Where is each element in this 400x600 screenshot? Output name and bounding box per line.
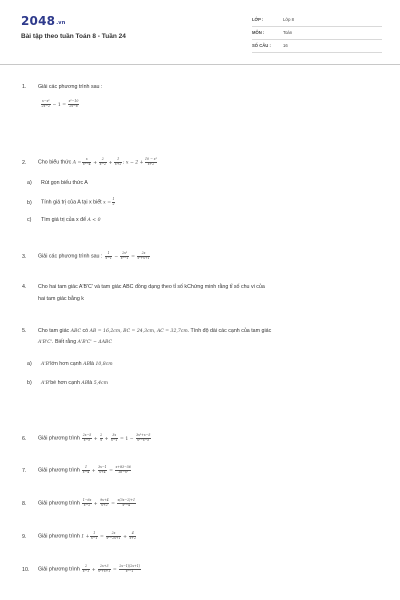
- question-4-continued: hai tam giác bằng k: [38, 296, 84, 302]
- question-text: Giải phương trình: [38, 500, 80, 507]
- sub-text: là: [88, 380, 93, 386]
- denominator: x: [100, 437, 103, 442]
- question-number: 4.: [22, 284, 27, 290]
- operator: +: [93, 436, 98, 442]
- question-number: 3.: [22, 253, 27, 260]
- fraction: [98, 466, 108, 474]
- math-expression: A =: [72, 160, 82, 166]
- sub-text: Tính giá trị của A tại x biết: [41, 199, 102, 206]
- question-text: Giải phương trình: [38, 435, 80, 442]
- sub-label: c): [27, 217, 32, 223]
- denominator: 16−x²: [118, 469, 129, 474]
- fraction: [98, 565, 111, 573]
- question-2a: [27, 180, 88, 186]
- worksheet-meta: [252, 17, 382, 56]
- fraction: [41, 100, 51, 108]
- meta-label: SỐ CÂU :: [252, 43, 271, 48]
- denominator: x+2: [129, 535, 136, 540]
- question-6: [22, 434, 152, 442]
- math-expression: A'B': [41, 381, 51, 386]
- numerator: x+83−56: [115, 465, 131, 469]
- fraction: [90, 532, 98, 540]
- denominator: x²+x+1: [137, 255, 150, 260]
- question-8: [22, 499, 137, 507]
- numerator: 1: [105, 252, 113, 257]
- numerator: 2: [100, 433, 103, 437]
- fraction: [117, 499, 136, 507]
- numerator: x: [82, 158, 91, 163]
- question-number: 6.: [22, 435, 27, 442]
- denominator: x−1: [111, 437, 118, 442]
- denominator: x−2: [99, 161, 107, 166]
- question-text: Giải phương trình: [38, 533, 80, 540]
- operator: =: [99, 534, 104, 540]
- sub-text: là: [89, 361, 94, 367]
- header-divider: [0, 64, 400, 65]
- denominator: x−5: [83, 437, 91, 442]
- question-number: 1.: [22, 84, 27, 90]
- denominator: x³−1: [125, 568, 134, 573]
- numerator: 2x: [106, 532, 121, 537]
- math-expression: 1 +: [81, 534, 90, 540]
- question-text: Giải phương trình: [38, 566, 80, 573]
- denominator: x²+x+1: [98, 568, 111, 573]
- operator: =: [109, 468, 113, 474]
- question-number: 8.: [22, 500, 27, 507]
- numerator: 1: [114, 158, 122, 163]
- operator: −: [114, 254, 119, 260]
- operator: +: [91, 468, 96, 474]
- sub-text: lớn hơn cạnh: [50, 361, 82, 367]
- math-expression: A'B': [41, 362, 51, 367]
- question-5-continued: [38, 339, 112, 345]
- denominator: 2x−2: [41, 103, 51, 108]
- meta-label: LỚP :: [252, 17, 264, 22]
- question-2c: [27, 217, 101, 223]
- question-text: có: [82, 328, 89, 334]
- denominator: x²−4: [82, 161, 91, 166]
- meta-value: 16: [283, 43, 288, 48]
- sub-text: bé hơn cạnh: [50, 380, 80, 386]
- question-text: Cho hai tam giác A'B'C' và tam giác ABC đồng dạng theo tỉ số kChứng minh rằng tỉ số chu vi của: [38, 284, 265, 290]
- question-10: [22, 565, 142, 573]
- fraction: [100, 499, 110, 507]
- question-number: 7.: [22, 467, 27, 474]
- numerator: 4: [129, 532, 137, 537]
- numerator: 10 − x²: [145, 157, 157, 161]
- logo-tld: .vn: [56, 20, 66, 26]
- fraction: [137, 252, 150, 260]
- fraction: [115, 466, 131, 474]
- question-2b: [27, 198, 116, 206]
- operator: +: [93, 501, 98, 507]
- numerator: x(3x−2)+1: [117, 498, 136, 502]
- meta-row-question-count: [252, 43, 382, 53]
- math-expression: ABC: [70, 329, 81, 334]
- operator: =: [111, 501, 116, 507]
- math-expression: A'B'C' ∼ ΔABC: [77, 340, 113, 345]
- meta-value: Toán: [283, 30, 293, 35]
- meta-row-subject: [252, 30, 382, 40]
- numerator: 2: [82, 565, 90, 570]
- denominator: x+2: [101, 502, 108, 507]
- fraction: [82, 466, 90, 474]
- operator: = 1 −: [120, 436, 134, 442]
- fraction: [82, 158, 91, 166]
- fraction: [120, 252, 129, 260]
- numerator: 9x+4: [100, 498, 109, 502]
- math-expression: 5,4cm: [93, 381, 108, 386]
- numerator: 2x²: [122, 251, 128, 255]
- fraction: [111, 434, 119, 442]
- denominator: x³−1: [120, 255, 129, 260]
- fraction: [68, 100, 79, 108]
- question-text: Giải các phương trình sau :: [38, 84, 103, 90]
- question-1-equation: [40, 100, 80, 108]
- math-expression: A'B'C': [38, 340, 52, 345]
- denominator: x−1: [90, 535, 98, 540]
- operator: − 1 =: [52, 102, 67, 108]
- denominator: x−2: [83, 502, 91, 507]
- question-number: 9.: [22, 533, 27, 540]
- denominator: x−1: [82, 568, 90, 573]
- question-number: 10.: [22, 566, 30, 573]
- numerator: 1: [82, 466, 90, 471]
- question-1: [22, 84, 102, 90]
- question-5a: [27, 361, 113, 367]
- denominator: x+4: [99, 469, 106, 474]
- sub-label: a): [27, 361, 32, 367]
- denominator: x+2: [147, 161, 155, 166]
- fraction: [106, 532, 121, 540]
- numerator: 3x−1: [98, 465, 107, 469]
- question-number: 5.: [22, 328, 27, 334]
- fraction: [82, 499, 92, 507]
- denominator: 2x−6: [69, 103, 78, 108]
- operator: +: [91, 567, 96, 573]
- question-3: [22, 252, 151, 260]
- math-expression: AB: [83, 362, 90, 367]
- logo-text: 2048: [21, 14, 56, 28]
- fraction: [82, 565, 90, 573]
- meta-label: MÔN :: [252, 30, 265, 35]
- sub-text: Tìm giá trị của x để: [41, 217, 87, 223]
- operator: +: [123, 534, 127, 540]
- fraction: [129, 532, 137, 540]
- math-expression: 10,8cm: [95, 362, 113, 367]
- denominator: x−1: [105, 255, 112, 260]
- document-title: Bài tập theo tuần Toán 8 - Tuần 24: [21, 33, 126, 40]
- question-text: Giải phương trình: [38, 467, 80, 474]
- question-2: [22, 158, 158, 166]
- math-expression: : x − 2 +: [122, 160, 144, 166]
- fraction: [112, 198, 115, 206]
- numerator: 1: [112, 197, 115, 201]
- denominator: x²−4: [122, 502, 131, 507]
- meta-row-class: [252, 17, 382, 27]
- numerator: x−x²: [41, 99, 50, 103]
- question-5: [22, 328, 271, 334]
- operator: =: [131, 254, 135, 260]
- math-expression: A < 0: [87, 218, 101, 223]
- denominator: x²−2x+1: [106, 535, 121, 540]
- sub-label: a): [27, 180, 32, 186]
- numerator: x²−10: [68, 99, 79, 103]
- fraction: [136, 434, 151, 442]
- math-expression: x =: [103, 200, 112, 206]
- question-7: [22, 466, 132, 474]
- question-number: 2.: [22, 159, 27, 166]
- question-5b: [27, 380, 108, 386]
- meta-value: Lớp 8: [283, 17, 294, 22]
- denominator: x−4: [82, 469, 90, 474]
- denominator: x+2: [114, 161, 122, 166]
- numerator: 2x−1)(2x+1): [119, 564, 140, 568]
- fraction: [105, 252, 113, 260]
- numerator: 2: [99, 158, 107, 163]
- sub-label: b): [27, 380, 32, 386]
- sub-text: Rút gọn biểu thức A: [41, 180, 88, 186]
- numerator: 2x+3: [98, 565, 111, 570]
- math-expression: AB: [81, 381, 89, 386]
- operator: +: [93, 160, 98, 166]
- denominator: x²−x−5: [137, 437, 150, 442]
- fraction: [100, 434, 103, 442]
- denominator: 2: [112, 201, 115, 206]
- numerator: 1−6x: [82, 498, 92, 502]
- question-text: Cho tam giác: [38, 328, 70, 334]
- operator: +: [108, 160, 113, 166]
- operator: +: [104, 436, 109, 442]
- numerator: 1: [90, 532, 98, 537]
- question-text: . Tính độ dài các cạnh của tam giác: [187, 328, 272, 334]
- fraction: [119, 565, 141, 573]
- fraction: [145, 158, 158, 166]
- sub-label: b): [27, 199, 32, 206]
- fraction: [99, 158, 107, 166]
- worksheet-header: [0, 0, 400, 66]
- question-text: . Biết rằng: [52, 339, 77, 345]
- numerator: 3x: [112, 433, 117, 437]
- fraction: [114, 158, 122, 166]
- site-logo[interactable]: [21, 14, 66, 28]
- operator: =: [112, 567, 117, 573]
- numerator: 2x: [137, 252, 150, 257]
- question-text: Giải các phương trình sau :: [38, 253, 103, 260]
- fraction: [82, 434, 92, 442]
- question-text: Cho biểu thức: [38, 159, 72, 166]
- question-9: [22, 532, 137, 540]
- numerator: 3x²+x−5: [136, 433, 151, 437]
- math-expression: AB = 16,2cm, BC = 24,3cm, AC = 32,7cm: [89, 329, 188, 334]
- numerator: 2x−5: [82, 433, 92, 437]
- question-4: [22, 284, 265, 290]
